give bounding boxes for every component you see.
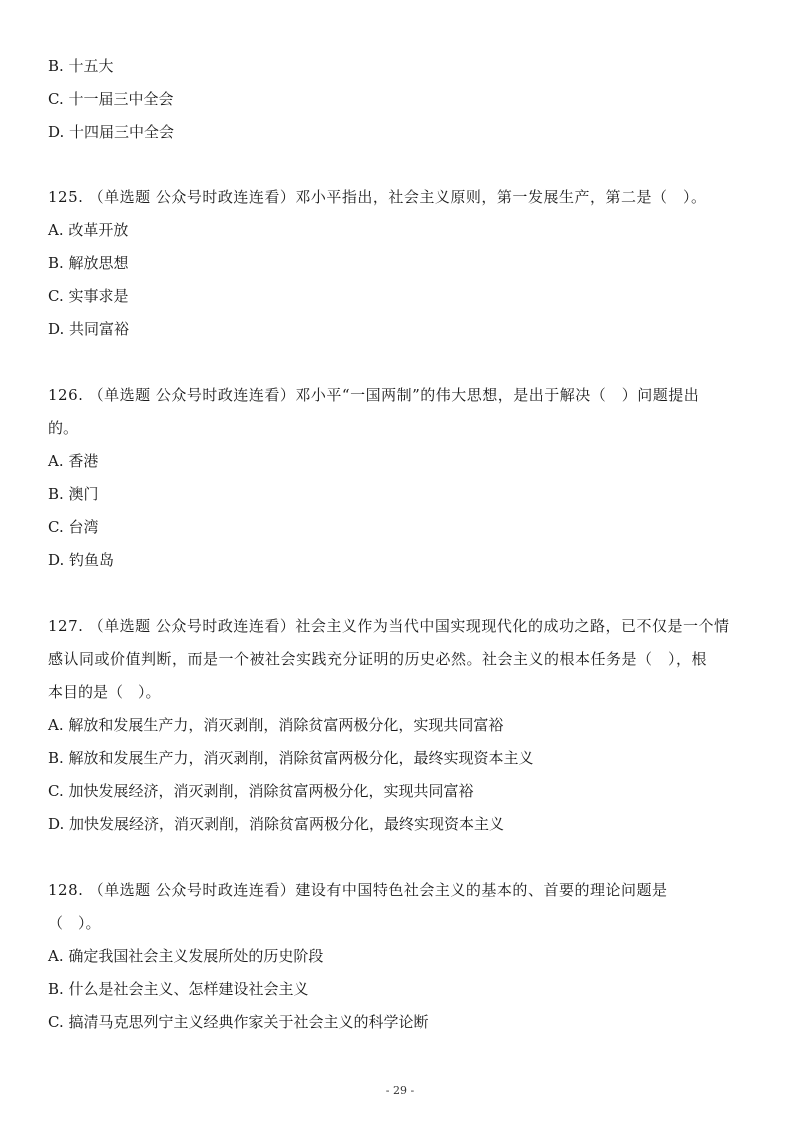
question-127-text: 127. （单选题 公众号时政连连看）社会主义作为当代中国实现现代化的成功之路，已不仅是一个情 <box>48 617 730 635</box>
page-number: - 29 - <box>385 1084 415 1097</box>
option: A. 确定我国社会主义发展所处的历史阶段 <box>48 947 324 965</box>
question-128-text-cont: （ ）。 <box>48 914 101 932</box>
option: C. 十一届三中全会 <box>48 90 174 108</box>
option: D. 加快发展经济，消灭剥削，消除贫富两极分化，最终实现资本主义 <box>48 815 505 833</box>
option: B. 十五大 <box>48 57 114 75</box>
option: D. 十四届三中全会 <box>48 123 175 141</box>
option: D. 钓鱼岛 <box>48 551 115 569</box>
option: A. 解放和发展生产力，消灭剥削，消除贫富两极分化，实现共同富裕 <box>48 716 504 734</box>
question-126-text-cont: 的。 <box>48 419 79 437</box>
option: A. 香港 <box>48 452 99 470</box>
question-128-text: 128. （单选题 公众号时政连连看）建设有中国特色社会主义的基本的、首要的理论问题是 <box>48 881 668 899</box>
question-127-text-cont: 感认同或价值判断，而是一个被社会实践充分证明的历史必然。社会主义的根本任务是（ ），根 <box>48 650 708 668</box>
option: B. 澳门 <box>48 485 99 503</box>
question-125-text: 125. （单选题 公众号时政连连看）邓小平指出，社会主义原则，第一发展生产，第二是（ ）。 <box>48 188 707 206</box>
question-127-text-cont: 本目的是（ ）。 <box>48 683 161 701</box>
option: B. 解放思想 <box>48 254 129 272</box>
question-126-text: 126. （单选题 公众号时政连连看）邓小平“一国两制”的伟大思想，是出于解决（ ）问题提出 <box>48 386 700 404</box>
option: A. 改革开放 <box>48 221 129 239</box>
option: B. 解放和发展生产力，消灭剥削，消除贫富两极分化，最终实现资本主义 <box>48 749 534 767</box>
option: C. 加快发展经济，消灭剥削，消除贫富两极分化，实现共同富裕 <box>48 782 474 800</box>
option: D. 共同富裕 <box>48 320 130 338</box>
option: B. 什么是社会主义、怎样建设社会主义 <box>48 980 309 998</box>
option: C. 搞清马克思列宁主义经典作家关于社会主义的科学论断 <box>48 1013 429 1031</box>
option: C. 台湾 <box>48 518 99 536</box>
option: C. 实事求是 <box>48 287 129 305</box>
